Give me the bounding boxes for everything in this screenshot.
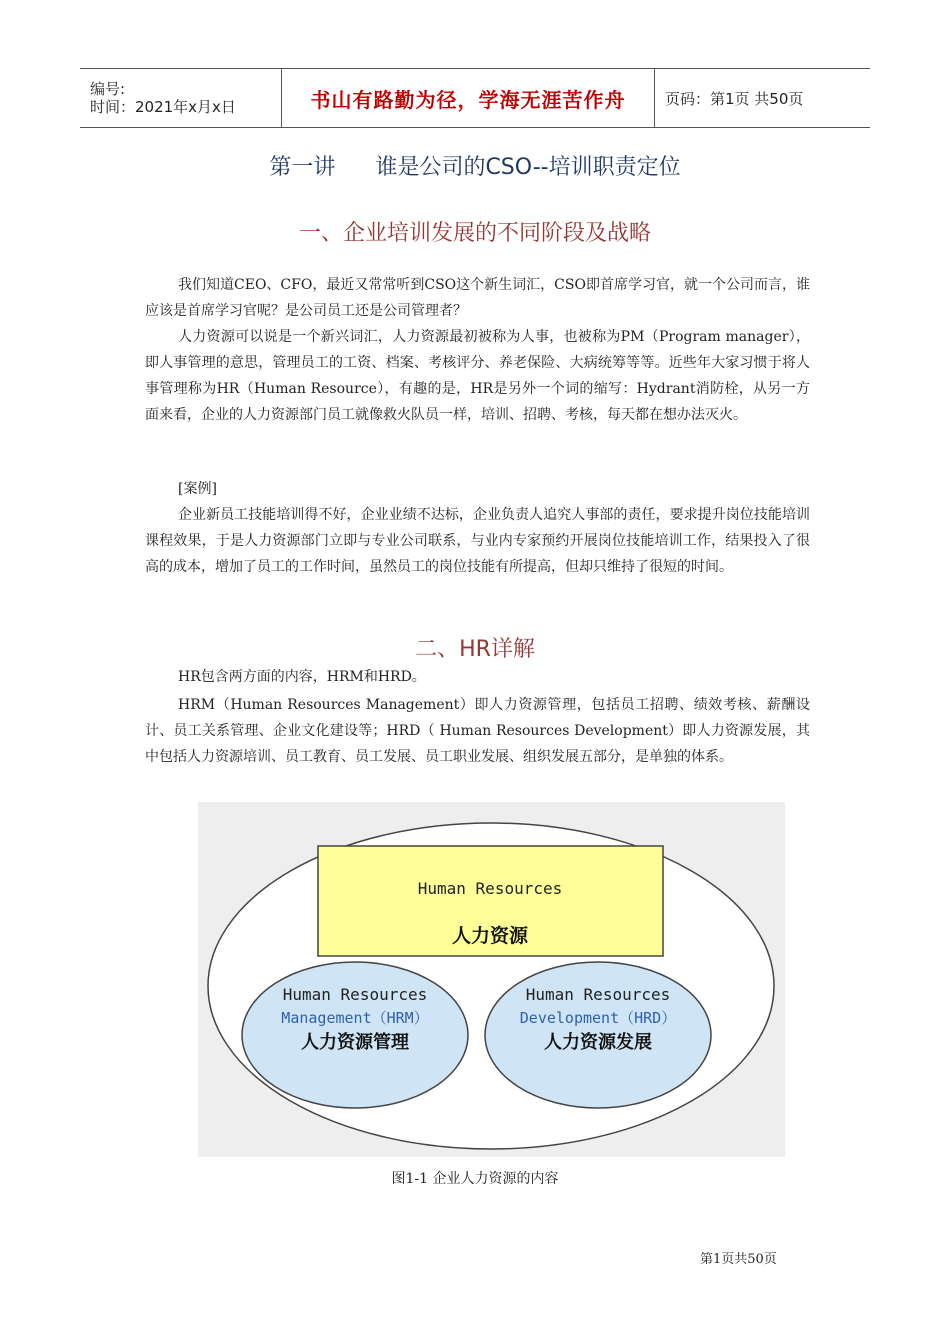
section1-heading: 一、企业培训发展的不同阶段及战略: [298, 221, 651, 246]
hr-diagram-svg: [198, 802, 785, 1157]
figure-caption: 图1-1 企业人力资源的内容: [391, 1171, 559, 1187]
box-chinese-label: 人力资源: [451, 925, 529, 947]
hrm-english-line2: Management（HRM）: [281, 1009, 429, 1027]
header-motto: 书山有路勤为径，学海无涯苦作舟: [310, 87, 626, 112]
header-meta: [80, 69, 282, 127]
page-footer: 第1页共50页: [700, 1252, 777, 1267]
section1-paragraph-1: 我们知道CEO、CFO，最近又常常听到CSO这个新生词汇，CSO即首席学习官，就一个公司而言，谁应该是首席学习官呢？是公司员工还是公司管理者？: [145, 277, 810, 319]
section2-paragraph-1: HR包含两方面的内容，HRM和HRD。: [178, 669, 426, 685]
hr-diagram: [198, 802, 785, 1157]
box-english-label: Human Resources: [417, 879, 563, 898]
date-line: 时间：2021年x月x日: [90, 98, 236, 116]
lecture-topic: 谁是公司的CSO--培训职责定位: [375, 155, 681, 180]
hrm-english-line1: Human Resources: [282, 985, 428, 1004]
hrd-english-line1: Human Resources: [525, 985, 671, 1004]
hrd-chinese-label: 人力资源发展: [544, 1032, 652, 1053]
section2-heading: 二、HR详解: [415, 637, 535, 662]
page-header: [80, 68, 870, 128]
hrm-chinese-label: 人力资源管理: [301, 1032, 409, 1053]
code-label: 编号:: [90, 80, 126, 98]
hrd-english-line2: Development（HRD）: [519, 1009, 677, 1027]
page-title: [0, 150, 950, 181]
case-text: 企业新员工技能培训得不好，企业业绩不达标，企业负责人追究人事部的责任，要求提升岗位技能培训课程效果，于是人力资源部门立即与专业公司联系，与业内专家预约开展岗位技能培训工作，结果投入了很高的成本，增加了员工的工作时间，虽然员工的岗位技能有所提高，但却只维持了很短的时间。: [145, 507, 810, 575]
section2-paragraph-2: HRM（Human Resources Management）即人力资源管理，包括员工招聘、绩效考核、薪酬设计、员工关系管理、企业文化建设等；HRD（ Human Resources Development）即人力资源发展，其中包括人力资源培训、员工教育、员工发展、员工职业发展、组织发展五部分，是单独的体系。: [145, 697, 810, 765]
lecture-number: 第一讲: [269, 155, 336, 180]
header-page-info: 页码：第1页 共50页: [665, 89, 804, 108]
header-motto-cell: [282, 69, 655, 127]
case-label: [案例]: [178, 481, 217, 497]
section1-paragraph-2: 人力资源可以说是一个新兴词汇，人力资源最初被称为人事，也被称为PM（Program manager），即人事管理的意思，管理员工的工资、档案、考核评分、养老保险、大病统筹等等。近些年大家习惯于将人事管理称为HR（Human Resource），有趣的是，HR是另外一个词的缩写：Hydrant消防栓，从另一方面来看，企业的人力资源部门员工就像救火队员一样，培训、招聘、考核，每天都在想办法灭火。: [145, 329, 810, 423]
